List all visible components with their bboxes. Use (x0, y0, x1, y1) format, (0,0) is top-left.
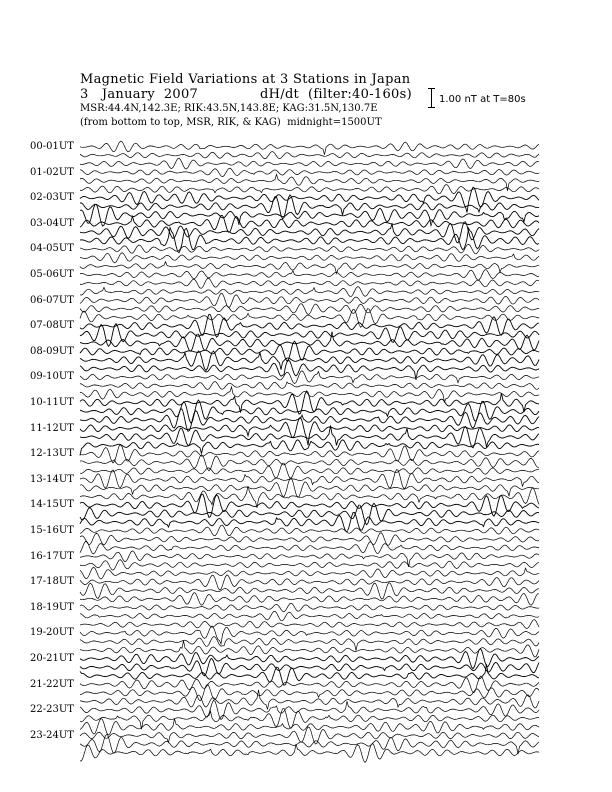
hour-label-05-06UT: 05-06UT (30, 269, 74, 280)
trace-RIK-03-04UT (80, 222, 539, 243)
hour-label-09-10UT: 09-10UT (30, 371, 74, 383)
hour-label-21-22UT: 21-22UT (30, 678, 74, 690)
trace-RIK-13-14UT (80, 478, 539, 497)
trace-RIK-14-15UT (80, 503, 539, 525)
hour-label-04-05UT: 04-05UT (30, 243, 74, 255)
station-order-note: (from bottom to top, MSR, RIK, & KAG) midnight=1500UT (80, 117, 382, 128)
trace-RIK-04-05UT (80, 253, 539, 263)
trace-KAG-00-01UT (80, 141, 539, 155)
hour-label-08-09UT: 08-09UT (30, 345, 74, 357)
chart-title: Magnetic Field Variations at 3 Stations in Japan (80, 72, 411, 87)
hour-label-02-03UT: 02-03UT (30, 192, 74, 204)
station-coordinates: MSR:44.4N,142.3E; RIK:43.5N,143.8E; KAG:31.5N,130.7E (80, 103, 378, 114)
hour-label-01-02UT: 01-02UT (30, 166, 74, 178)
trace-KAG-15-16UT (80, 525, 539, 536)
hour-label-14-15UT: 14-15UT (30, 499, 74, 511)
hour-label-19-20UT: 19-20UT (30, 627, 74, 639)
trace-RIK-00-01UT (80, 152, 539, 159)
trace-KAG-13-14UT (80, 470, 539, 489)
hour-label-11-12UT: 11-12UT (30, 422, 74, 434)
trace-KAG-16-17UT (80, 551, 539, 567)
hour-label-18-19UT: 18-19UT (30, 601, 74, 613)
hour-label-17-18UT: 17-18UT (30, 576, 74, 588)
hour-label-13-14UT: 13-14UT (30, 473, 74, 485)
hour-label-10-11UT: 10-11UT (30, 397, 74, 408)
trace-RIK-17-18UT (80, 583, 539, 600)
hour-label-07-08UT: 07-08UT (30, 320, 74, 332)
trace-MSR-04-05UT (80, 262, 539, 274)
trace-KAG-23-24UT (80, 727, 539, 744)
hour-label-20-21UT: 20-21UT (30, 653, 74, 664)
hour-label-12-13UT: 12-13UT (30, 448, 74, 460)
trace-KAG-17-18UT (80, 575, 539, 590)
trace-KAG-14-15UT (80, 494, 539, 517)
trace-MSR-15-16UT (80, 541, 539, 554)
trace-KAG-19-20UT (80, 626, 539, 644)
trace-MSR-06-07UT (80, 308, 539, 327)
hour-label-23-24UT: 23-24UT (30, 729, 74, 741)
scale-label: 1.00 nT at T=80s (439, 94, 526, 105)
trace-MSR-18-19UT (80, 620, 539, 629)
trace-RIK-06-07UT (80, 304, 539, 315)
hour-label-22-23UT: 22-23UT (30, 704, 74, 716)
hour-label-06-07UT: 06-07UT (30, 294, 74, 306)
hour-label-15-16UT: 15-16UT (30, 525, 74, 536)
trace-RIK-21-22UT (80, 684, 539, 700)
hour-label-16-17UT: 16-17UT (30, 550, 74, 562)
hour-label-03-04UT: 03-04UT (30, 217, 74, 229)
chart-quantity: dH/dt (filter:40-160s) (260, 87, 412, 102)
trace-MSR-16-17UT (80, 567, 539, 579)
hour-label-00-01UT: 00-01UT (30, 141, 74, 152)
trace-MSR-12-13UT (80, 463, 539, 478)
trace-KAG-09-10UT (80, 371, 539, 384)
chart-date: 3 January 2007 (80, 87, 199, 102)
